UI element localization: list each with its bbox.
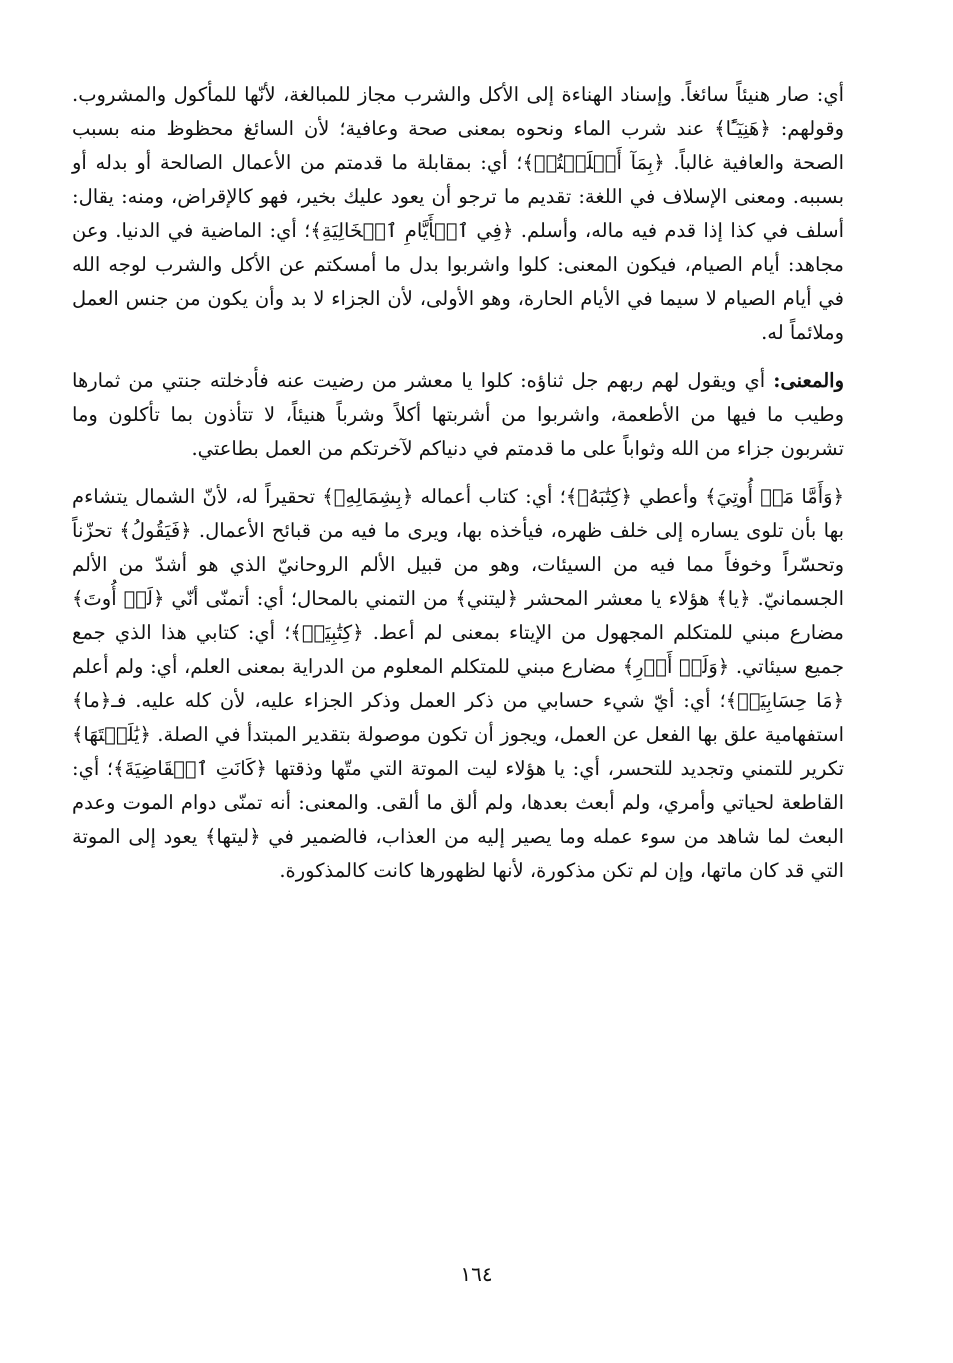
paragraph-2 [72,364,844,466]
paragraph-1-text: أي: صار هنيئاً سائغاً. وإسناد الهناءة إلى الأكل والشرب مجاز للمبالغة، لأنّها للمأكول والمشروب. وقولهم: ﴿هَنِيٓـًٔا﴾ عند شرب الماء ونحوه بمعنى صحة وعافية؛ لأن السائغ محظوظ منه بسبب الصحة والعافية غالباً. ﴿بِمَآ أَسۡلَفۡتُمۡ﴾؛ أي: بمقابلة ما قدمتم من الأعمال الصالحة أو بدله أو بسببه. ومعنى الإسلاف في اللغة: تقديم ما ترجو أن يعود عليك بخير، فهو كالإقراض، ومنه: يقال: أسلف في كذا إذا قدم فيه ماله، وأسلم. ﴿فِي ٱلۡأَيَّامِ ٱلۡخَالِيَةِ﴾؛ أي: الماضية في الدنيا. وعن مجاهد: أيام الصيام، فيكون المعنى: كلوا واشربوا بدل ما أمسكتم عن الأكل والشرب لوجه الله في أيام الصيام لا سيما في الأيام الحارة، وهو الأولى، لأن الجزاء لا بد وأن يكون من جنس العمل وملائماً له. [72,83,844,344]
page-number: ١٦٤ [460,1262,493,1286]
paragraph-3-text: ﴿وَأَمَّا مَنۡ أُوتِيَ﴾ وأعطي ﴿كِتَٰبَهُۥ﴾؛ أي: كتاب أعماله ﴿بِشِمَالِهِۦ﴾ تحقيراً له، لأنّ الشمال يتشاءم بها بأن تلوى يساره إلى خلف ظهره، فيأخذه بها، ويرى ما فيه من قبائح الأعمال. ﴿فَيَقُولُ﴾ تحزّناً وتحسّراً وخوفاً مما فيه من السيئات، وهو من قبيل الألم الروحانيّ الذي هو أشدّ من الألم الجسمانيّ. ﴿يا﴾ هؤلاء يا معشر المحشر ﴿ليتني﴾ من التمني بالمحال؛ أي: أتمنّى أنّي ﴿لَمۡ أُوتَ﴾ مضارع مبني للمتكلم المجهول من الإيتاء بمعنى لم أعط. ﴿كِتَٰبِيَهۡ﴾؛ أي: كتابي هذا الذي جمع جميع سيئاتي. ﴿وَلَمۡ أَدۡرِ﴾ مضارع مبني للمتكلم المعلوم من الدراية بمعنى العلم، أي: ولم أعلم ﴿مَا حِسَابِيَهۡ﴾؛ أي: أيّ شيء حسابي من ذكر العمل وذكر الجزاء عليه، لأن كله عليه. فـ﴿ما﴾ استفهامية علق بها الفعل عن العمل، ويجوز أن تكون موصولة بتقدير المبتدأ في الصلة. ﴿يَٰلَيۡتَهَا﴾ تكرير للتمني وتجديد للتحسر، أي: يا هؤلاء ليت الموتة التي متّها وذقتها ﴿كَانَتِ ٱلۡقَاضِيَةَ﴾؛ أي: القاطعة لحياتي وأمري، ولم أبعث بعدها، ولم ألق ما ألقى. والمعنى: أنه تمنّى دوام الموت وعدم البعث لما شاهد من سوء عمله وما يصير إليه من العذاب، فالضمير في ﴿ليتها﴾ يعود إلى الموتة التي قد كان ماتها، وإن لم تكن مذكورة، لأنها لظهورها كانت كالمذكورة. [72,485,844,882]
paragraph-3 [72,480,844,888]
paragraph-2-text: أي ويقول لهم ربهم جل ثناؤه: كلوا يا معشر من رضيت عنه فأدخلته جنتي من ثمارها وطيب ما فيها من الأطعمة، واشربوا من أشربتها أكلاً وشرباً هنيئاً، لا تتأذون بما تأكلون وما تشربون جزاء من الله وثواباً على ما قدمتم في دنياكم لآخرتكم من العمل بطاعتي. [72,369,844,460]
paragraph-2-label: والمعنى: [773,369,844,392]
paragraph-1 [72,78,844,350]
page-body [72,78,844,1338]
